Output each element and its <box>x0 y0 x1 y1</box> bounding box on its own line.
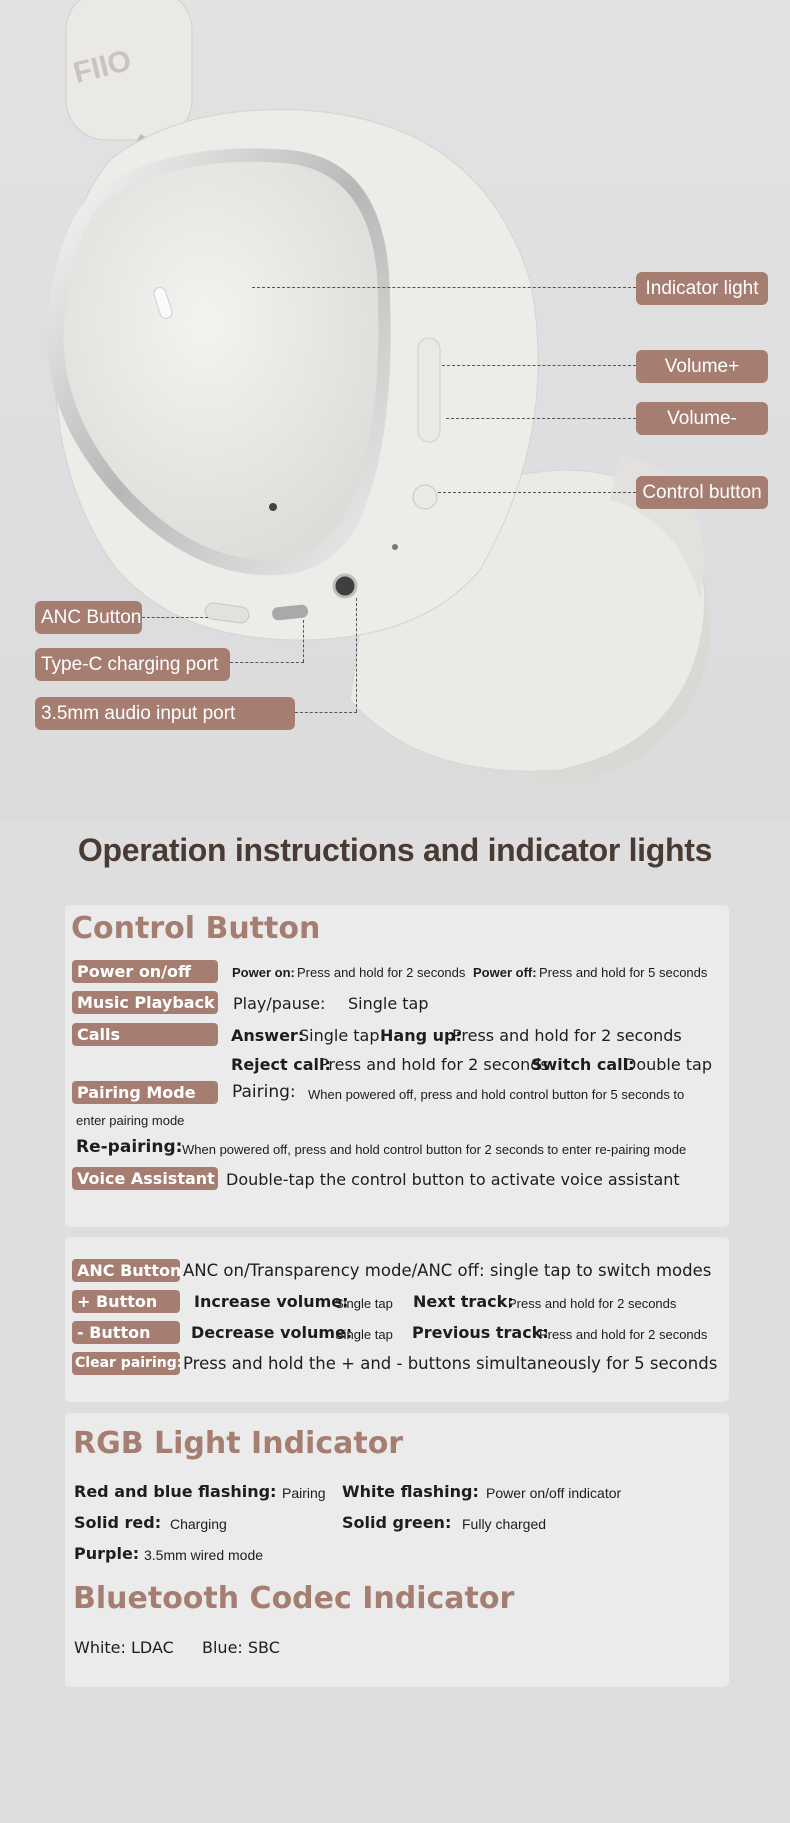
clear-pairing-text: Press and hold the + and - buttons simultaneously for 5 seconds <box>183 1354 718 1373</box>
decrease-volume-text: Single tap <box>335 1327 393 1342</box>
white-flashing-label: White flashing: <box>342 1482 479 1501</box>
page-title: Operation instructions and indicator lights <box>77 832 713 868</box>
reject-text: Press and hold for 2 seconds <box>319 1055 549 1074</box>
callout-audio-port: 3.5mm audio input port <box>35 697 295 730</box>
volume-rocker <box>418 338 440 442</box>
plus-button-tag: + Button <box>72 1290 180 1313</box>
minus-button-tag: - Button <box>72 1321 180 1344</box>
hangup-text: Press and hold for 2 seconds <box>452 1026 682 1045</box>
callout-volume-minus: Volume- <box>636 402 768 435</box>
product-hero <box>0 0 790 820</box>
callout-volume-plus: Volume+ <box>636 350 768 383</box>
brand-logo: FIIO <box>70 43 135 91</box>
solid-red-label: Solid red: <box>74 1513 162 1532</box>
previous-track-text: Press and hold for 2 seconds <box>539 1327 708 1342</box>
power-off-text: Press and hold for 5 seconds <box>539 965 708 980</box>
audio-port-shape <box>334 575 356 597</box>
power-on-text: Press and hold for 2 seconds <box>297 965 466 980</box>
play-label: Play/pause: <box>233 994 326 1013</box>
control-button-shape <box>413 485 437 509</box>
repairing-text: When powered off, press and hold control button for 2 seconds to enter re-pairing mode <box>182 1142 687 1157</box>
answer-text: Single tap <box>299 1026 380 1045</box>
callout-anc-button: ANC Button <box>35 601 142 634</box>
next-track-label: Next track: <box>413 1292 514 1311</box>
clear-pairing-tag: Clear pairing: <box>72 1352 180 1375</box>
codec-white: White: LDAC <box>74 1638 174 1657</box>
red-blue-text: Pairing <box>282 1485 326 1501</box>
pairing-tag: Pairing Mode <box>72 1081 218 1104</box>
callout-control-button: Control button <box>636 476 768 509</box>
anc-text: ANC on/Transparency mode/ANC off: single tap to switch modes <box>183 1261 712 1280</box>
previous-track-label: Previous track: <box>412 1323 549 1342</box>
increase-volume-text: Single tap <box>335 1296 393 1311</box>
switch-text: Double tap <box>624 1055 713 1074</box>
solid-green-label: Solid green: <box>342 1513 452 1532</box>
answer-label: Answer: <box>231 1026 305 1045</box>
purple-label: Purple: <box>74 1544 140 1563</box>
next-track-text: Press and hold for 2 seconds <box>508 1296 677 1311</box>
control-button-card <box>65 905 729 1227</box>
voice-text: Double-tap the control button to activate voice assistant <box>226 1170 680 1189</box>
music-tag: Music Playback <box>72 991 218 1014</box>
purple-text: 3.5mm wired mode <box>144 1547 264 1563</box>
calls-tag: Calls <box>72 1023 218 1046</box>
voice-tag: Voice Assistant <box>72 1167 218 1190</box>
callout-indicator-light: Indicator light <box>636 272 768 305</box>
red-blue-label: Red and blue flashing: <box>74 1482 277 1501</box>
repairing-label: Re-pairing: <box>76 1137 183 1157</box>
hangup-label: Hang up: <box>380 1026 462 1045</box>
callout-type-c-port: Type-C charging port <box>35 648 230 681</box>
increase-volume-label: Increase volume: <box>194 1292 349 1311</box>
power-tag: Power on/off <box>72 960 218 983</box>
rgb-indicator-title: RGB Light Indicator <box>73 1426 404 1461</box>
power-on-label: Power on: <box>232 965 295 980</box>
power-off-label: Power off: <box>473 965 537 980</box>
codec-indicator-title: Bluetooth Codec Indicator <box>73 1581 515 1616</box>
pairing-text-1: When powered off, press and hold control button for 5 seconds to <box>308 1087 685 1102</box>
reject-label: Reject call: <box>231 1055 331 1074</box>
switch-label: Switch call: <box>531 1055 635 1074</box>
white-flashing-text: Power on/off indicator <box>486 1485 622 1501</box>
other-buttons-card <box>65 1237 729 1402</box>
control-button-title: Control Button <box>71 911 321 946</box>
pairing-text-2: enter pairing mode <box>76 1113 185 1128</box>
codec-blue: Blue: SBC <box>202 1638 280 1657</box>
solid-green-text: Fully charged <box>462 1516 547 1532</box>
rgb-indicator-card <box>65 1413 729 1687</box>
pairing-label: Pairing: <box>232 1082 296 1102</box>
solid-red-text: Charging <box>170 1516 227 1532</box>
play-text: Single tap <box>348 994 429 1013</box>
decrease-volume-label: Decrease volume: <box>191 1323 353 1342</box>
mic-hole <box>269 503 277 511</box>
anc-tag: ANC Button <box>72 1259 180 1282</box>
